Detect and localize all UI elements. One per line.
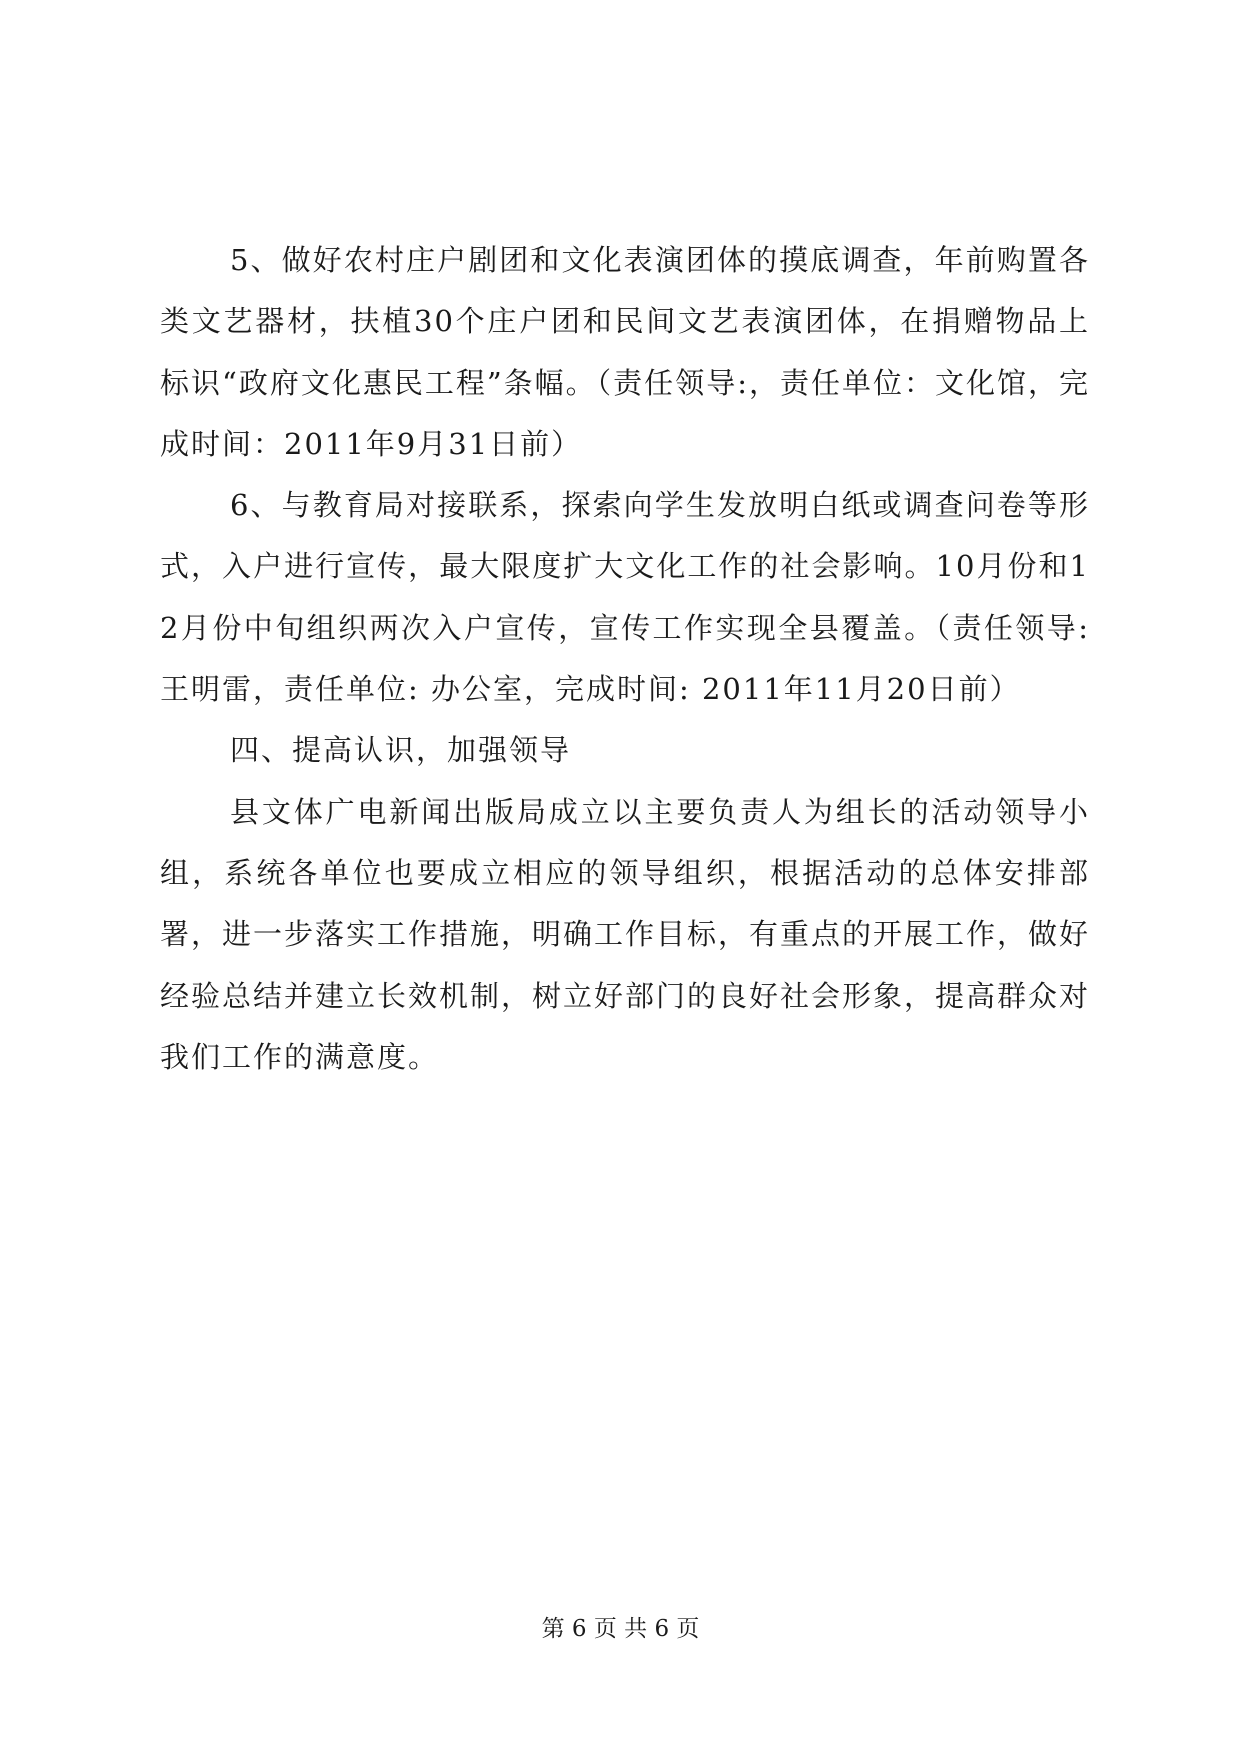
paragraph-item-6: 6、与教育局对接联系，探索向学生发放明白纸或调查问卷等形式，入户进行宣传，最大限度扩大文化工作的社会影响。10月份和12月份中旬组织两次入户宣传，宣传工作实现全县覆盖。（责任领导: 王明雷，责任单位: 办公室，完成时间: 2011年11月20日前） (160, 488, 1090, 707)
document-body (160, 230, 1090, 1088)
section-heading-4: 四、提高认识，加强领导 (230, 733, 572, 768)
paragraph-leadership: 县文体广电新闻出版局成立以主要负责人为组长的活动领导小组，系统各单位也要成立相应的领导组织，根据活动的总体安排部署，进一步落实工作措施，明确工作目标，有重点的开展工作，做好经验总结并建立长效机制，树立好部门的良好社会形象，提高群众对我们工作的满意度。 (160, 794, 1091, 1074)
page-footer: 第 6 页 共 6 页 (541, 1616, 700, 1642)
paragraph-item-5: 5、做好农村庄户剧团和文化表演团体的摸底调查，年前购置各类文艺器材，扶植30个庄户团和民间文艺表演团体，在捐赠物品上标识“政府文化惠民工程”条幅。（责任领导:，责任单位：文化馆，完成时间：2011年9月31日前） (160, 243, 1090, 461)
